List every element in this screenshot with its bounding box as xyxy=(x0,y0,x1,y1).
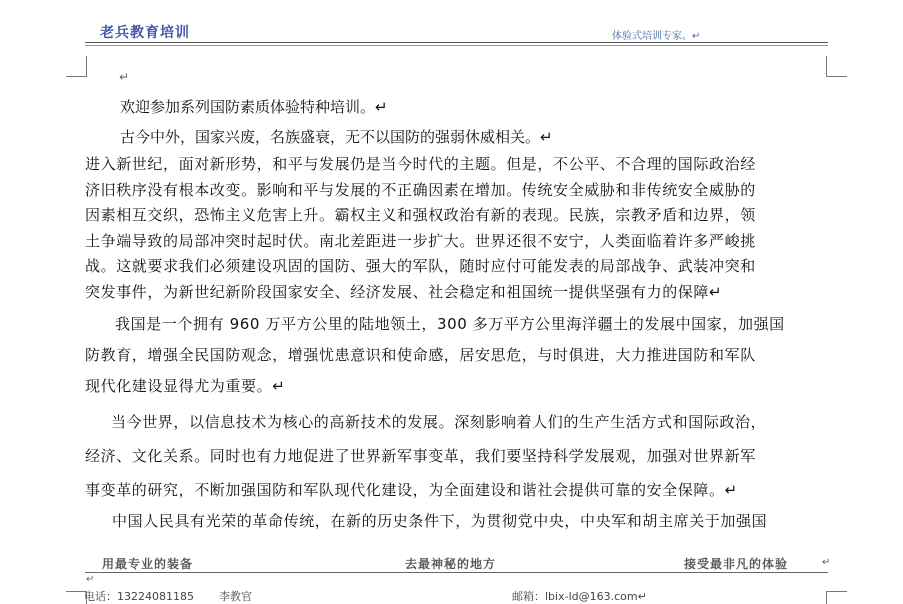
header-rule-thin xyxy=(85,45,828,46)
crop-mark-top-right xyxy=(826,56,847,77)
paragraph-welcome: 欢迎参加系列国防素质体验特种培训。↵ xyxy=(120,98,388,116)
header-slogan xyxy=(612,27,700,42)
contact-email: 邮箱：lbix-ld@163.com↵ xyxy=(512,590,647,603)
footer-slogan-place: 去最神秘的地方 xyxy=(405,557,497,571)
text-line: 我国是一个拥有 960 万平方公里的陆地领土，300 多万平方公里海洋疆土的发展中国家，加强国 xyxy=(115,315,785,333)
paragraph-information-technology xyxy=(85,405,830,507)
text-line: 事变革的研究，不断加强国防和军队现代化建设，为全面建设和谐社会提供可靠的安全保障。↵ xyxy=(85,481,738,499)
text-line: 突发事件，为新世纪新阶段国家安全、经济发展、社会稳定和祖国统一提供坚强有力的保障↵ xyxy=(85,282,723,301)
paragraph-national-territory xyxy=(85,309,830,402)
paragraph-intro: 古今中外，国家兴废，名族盛衰，无不以国防的强弱休威相关。↵ xyxy=(120,128,553,146)
text-line: 进入新世纪，面对新形势，和平与发展仍是当今时代的主题。但是，不公平、不合理的国际政治经 xyxy=(85,155,756,173)
paragraph-mark-icon: ↵ xyxy=(86,574,95,585)
crop-mark-top-left xyxy=(66,56,87,77)
crop-mark-bottom-right xyxy=(826,591,847,604)
text-line: 济旧秩序没有根本改变。影响和平与发展的不正确因素在增加。传统安全威胁和非传统安全威胁的 xyxy=(85,180,756,199)
text-line: 土争端导致的局部冲突时起时伏。南北差距进一步扩大。世界还很不安宁，人类面临着许多严峻挑 xyxy=(85,231,756,250)
footer-slogan-experience: 接受最非凡的体验 xyxy=(684,557,789,571)
text-line: 现代化建设显得尤为重要。↵ xyxy=(85,377,286,395)
footer-slogan-equipment: 用最专业的装备 xyxy=(102,557,194,571)
text-line: 当今世界，以信息技术为核心的高新技术的发展。深刻影响着人们的生产生活方式和国际政治， xyxy=(111,413,767,431)
text-line: 战。这就要求我们必须建设巩固的国防、强大的军队，随时应付可能发表的局部战争、武装冲突和 xyxy=(85,257,756,275)
header-rule xyxy=(85,42,828,43)
header-brand-title: 老兵教育培训 xyxy=(100,25,190,41)
text-line: 防教育，增强全民国防观念，增强忧患意识和使命感，居安思危，与时俱进，大力推进国防和军队 xyxy=(85,346,756,364)
paragraph-new-century xyxy=(85,152,830,305)
contact-name: 李教官 xyxy=(219,590,252,603)
paragraph-mark-icon: ↵ xyxy=(822,557,831,568)
contact-phone: 电话：13224081185 xyxy=(84,590,194,603)
paragraph-mark-icon: ↵ xyxy=(119,70,130,84)
footer-rule xyxy=(85,572,828,573)
header-slogan-text: 体验式培训专家。 xyxy=(612,31,692,42)
text-line: 因素相互交织，恐怖主义危害上升。霸权主义和强权政治有新的表现。民族，宗教矛盾和边界，领 xyxy=(85,206,756,224)
paragraph-revolutionary-tradition: 中国人民具有光荣的革命传统，在新的历史条件下，为贯彻党中央，中央军和胡主席关于加强国 xyxy=(112,512,768,530)
paragraph-mark-icon: ↵ xyxy=(692,31,701,42)
text-line: 经济、文化关系。同时也有力地促进了世界新军事变革，我们要坚持科学发展观，加强对世界新军 xyxy=(85,447,756,465)
